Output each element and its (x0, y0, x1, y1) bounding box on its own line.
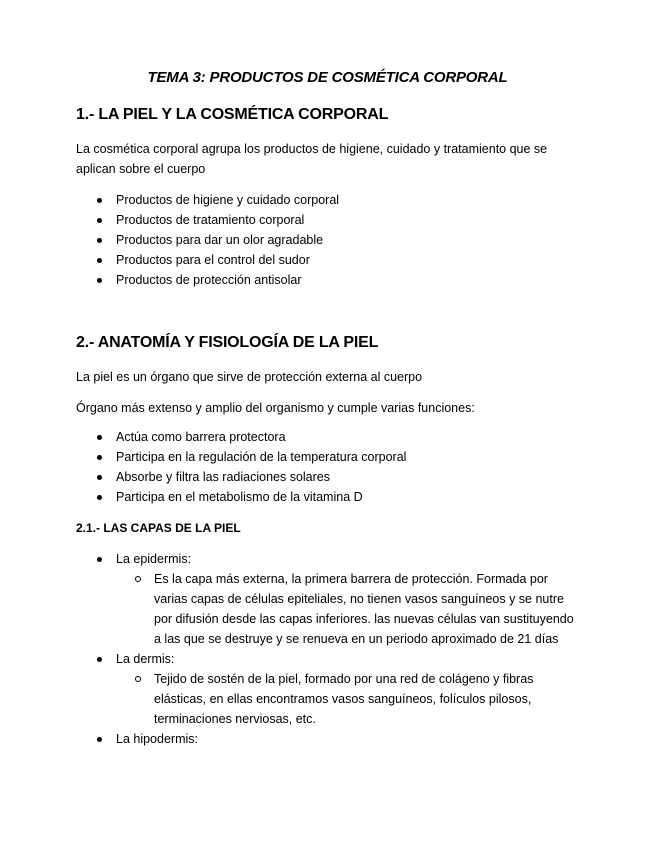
section-1-list (76, 190, 596, 290)
section-2-heading: 2.- ANATOMÍA Y FISIOLOGÍA DE LA PIEL (76, 334, 379, 351)
layer-detail: Tejido de sostén de la piel, formado por una red de colágeno y fibras elásticas, en ellas encontramos vasos sanguíneos, folículos pilosos, terminaciones nerviosas, etc. (116, 669, 582, 729)
list-item: Productos para dar un olor agradable (76, 230, 596, 250)
list-item: Productos de protección antisolar (76, 270, 596, 290)
skin-layers-list (76, 549, 596, 749)
list-item: Absorbe y filtra las radiaciones solares (76, 467, 596, 487)
document-title: TEMA 3: PRODUCTOS DE COSMÉTICA CORPORAL (147, 69, 508, 86)
layer-label: La dermis: (116, 652, 175, 666)
section-2-paragraph-1: La piel es un órgano que sirve de protección externa al cuerpo (76, 370, 423, 384)
layer-dermis (76, 649, 596, 729)
list-item: Productos para el control del sudor (76, 250, 596, 270)
subsection-2-1-heading: 2.1.- LAS CAPAS DE LA PIEL (76, 521, 241, 535)
list-item: Actúa como barrera protectora (76, 427, 596, 447)
layer-hipodermis (76, 729, 596, 749)
layer-epidermis (76, 549, 596, 649)
section-1-intro: La cosmética corporal agrupa los productos de higiene, cuidado y tratamiento que se aplican sobre el cuerpo (76, 142, 548, 176)
list-item: Productos de higiene y cuidado corporal (76, 190, 596, 210)
section-2-list (76, 427, 596, 507)
layer-detail-list (116, 569, 596, 649)
section-1-heading: 1.- LA PIEL Y LA COSMÉTICA CORPORAL (76, 106, 389, 123)
layer-detail: Es la capa más externa, la primera barrera de protección. Formada por varias capas de células epiteliales, no tienen vasos sanguíneos y se nutre por difusión desde las capas inferiores. las nuevas células van sustituyendo a las que se destruye y se renueva en un periodo aproximado de 21 días (116, 569, 582, 649)
section-2-paragraph-2: Órgano más extenso y amplio del organismo y cumple varias funciones: (76, 401, 475, 415)
list-item: Participa en el metabolismo de la vitamina D (76, 487, 596, 507)
list-item: Productos de tratamiento corporal (76, 210, 596, 230)
layer-label: La hipodermis: (116, 732, 198, 746)
layer-detail-list (116, 669, 596, 729)
list-item: Participa en la regulación de la temperatura corporal (76, 447, 596, 467)
layer-label: La epidermis: (116, 552, 192, 566)
